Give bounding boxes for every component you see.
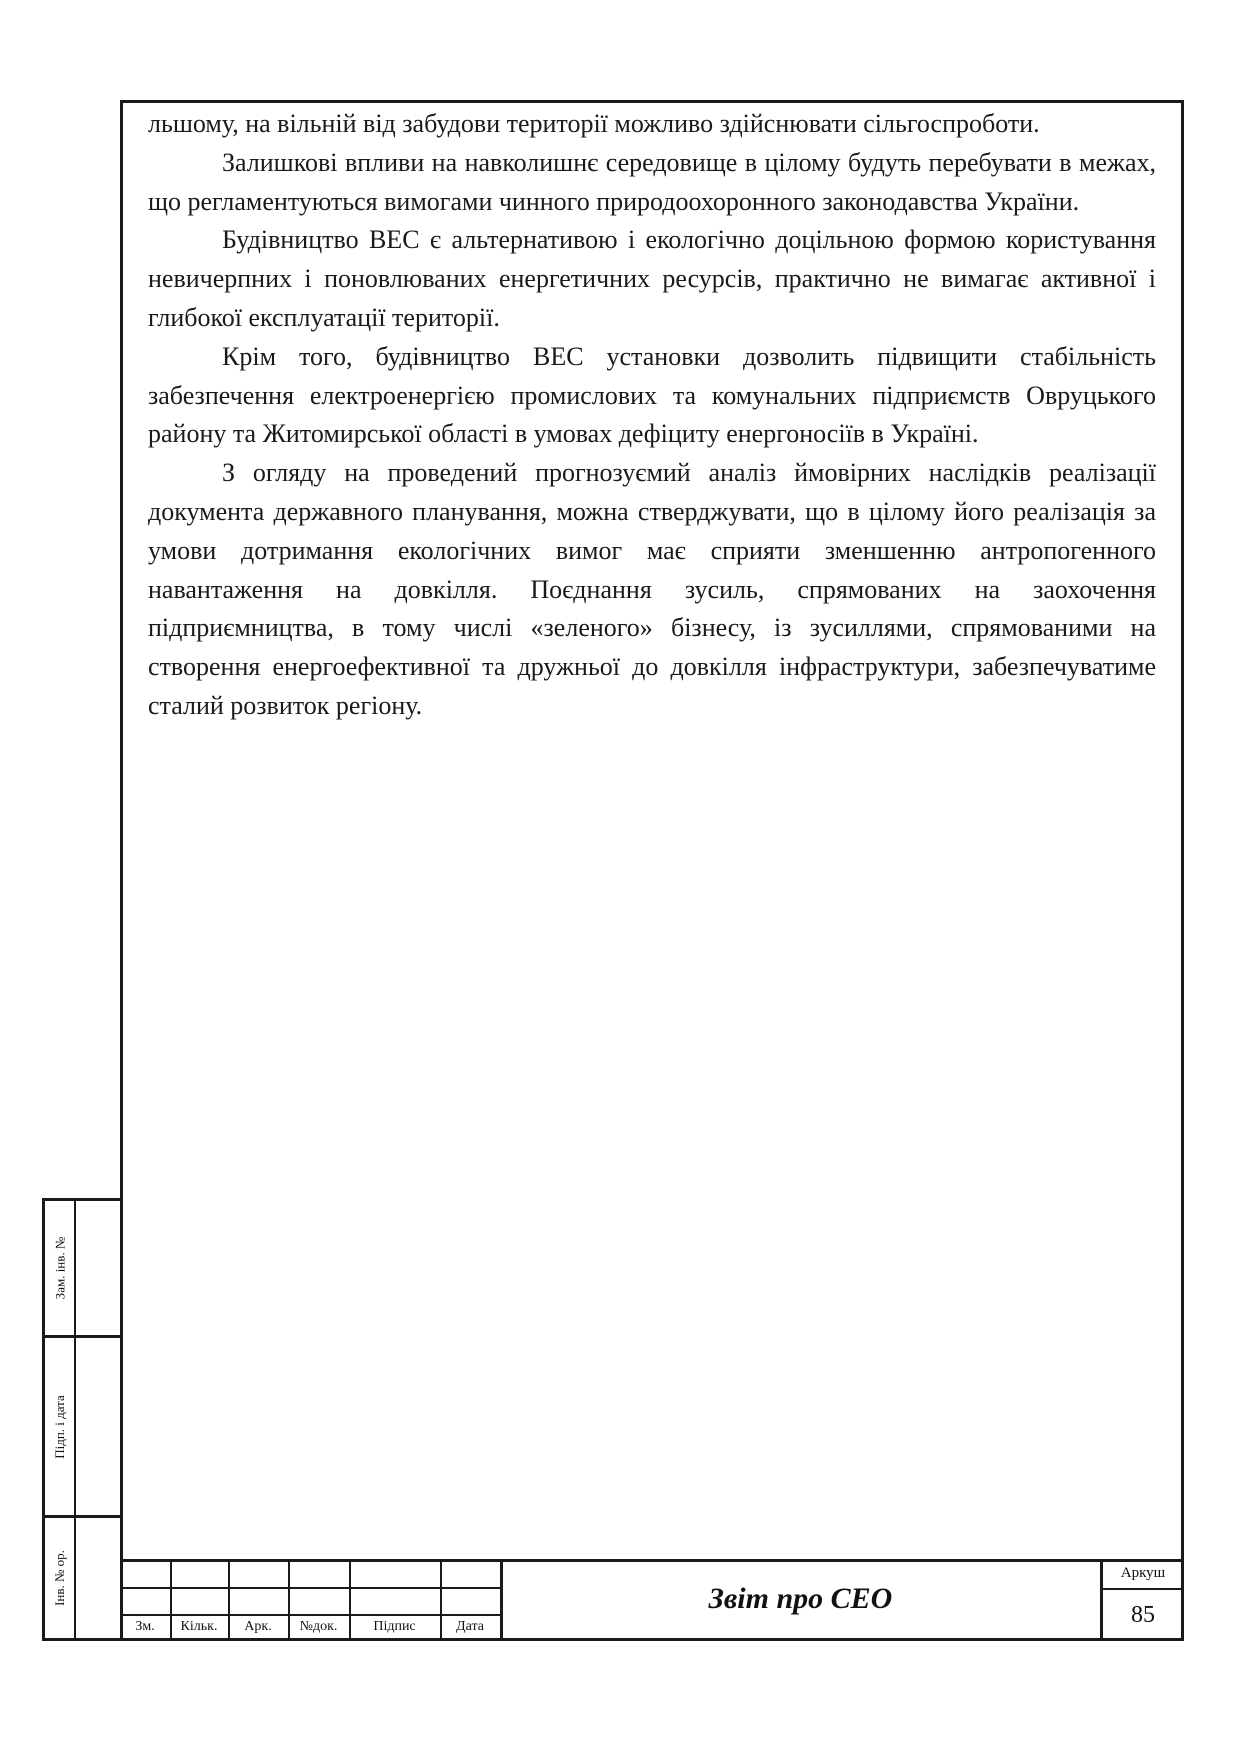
side-label-inv-or: Інв. № ор.	[52, 1550, 68, 1606]
paragraph-4: Крім того, будівництво ВЕС установки дозволить підвищити стабільність забезпечення електроенергією промислових та комунальних підприємств Овруцького району та Житомирської області в умовах дефіциту енергоносіїв в Україні.	[148, 341, 1156, 449]
stamp-row-line	[120, 1587, 500, 1589]
stamp-label-ndok: №док.	[299, 1619, 338, 1634]
stamp-row-line	[120, 1614, 500, 1616]
side-strip	[42, 1198, 123, 1641]
side-label-zam-inv: Зам. інв. №	[52, 1236, 67, 1300]
stamp-label-zm: Зм.	[135, 1619, 155, 1634]
paragraph-3: Будівництво ВЕС є альтернативою і екологічно доцільною формою користування невичерпних і поновлюваних енергетичних ресурсів, практично не вимагає активної і глибокої експлуатації території.	[148, 225, 1156, 332]
paragraph-2: Залишкові впливи на навколишнє середовище в цілому будуть перебувати в межах, що регламентуються вимогами чинного природоохоронного законодавства України.	[148, 147, 1156, 216]
sheet-label: Аркуш	[1120, 1565, 1166, 1581]
paragraph-5: З огляду на проведений прогнозуємий аналіз ймовірних наслідків реалізації документа державного планування, можна стверджувати, що в цілому його реалізація за умови дотримання екологічних вимог має сприяти зменшенню антропогенного навантаження на довкілля. Поєднання зусиль, спрямованих на заохочення підприємництва, в тому числі «зеленого» бізнесу, із зусиллями, спрямованими на створення енергоефективної та дружньої до довкілля інфраструктури, забезпечуватиме сталий розвиток регіону.	[148, 458, 1156, 720]
document-title: Звіт про СЕО	[708, 1582, 893, 1615]
stamp-label-ark: Арк.	[244, 1619, 272, 1634]
side-divider	[74, 1201, 76, 1638]
stamp-row-line	[1100, 1588, 1184, 1590]
sheet-number: 85	[1131, 1602, 1155, 1628]
side-label-pidp-data: Підп. і дата	[52, 1394, 67, 1459]
title-block	[120, 1559, 1184, 1641]
side-cell-inv-or	[47, 1518, 73, 1638]
stamp-label-kilk: Кільк.	[180, 1619, 218, 1634]
side-cell-pidp-data	[47, 1338, 73, 1515]
stamp-label-pidpys: Підпис	[373, 1619, 416, 1634]
paragraph-1: льшому, на вільній від забудови території можливо здійснювати сільгоспроботи.	[148, 109, 1040, 138]
side-cell-zam-inv	[47, 1201, 73, 1335]
body-text	[148, 105, 1156, 726]
stamp-label-data: Дата	[456, 1619, 484, 1634]
